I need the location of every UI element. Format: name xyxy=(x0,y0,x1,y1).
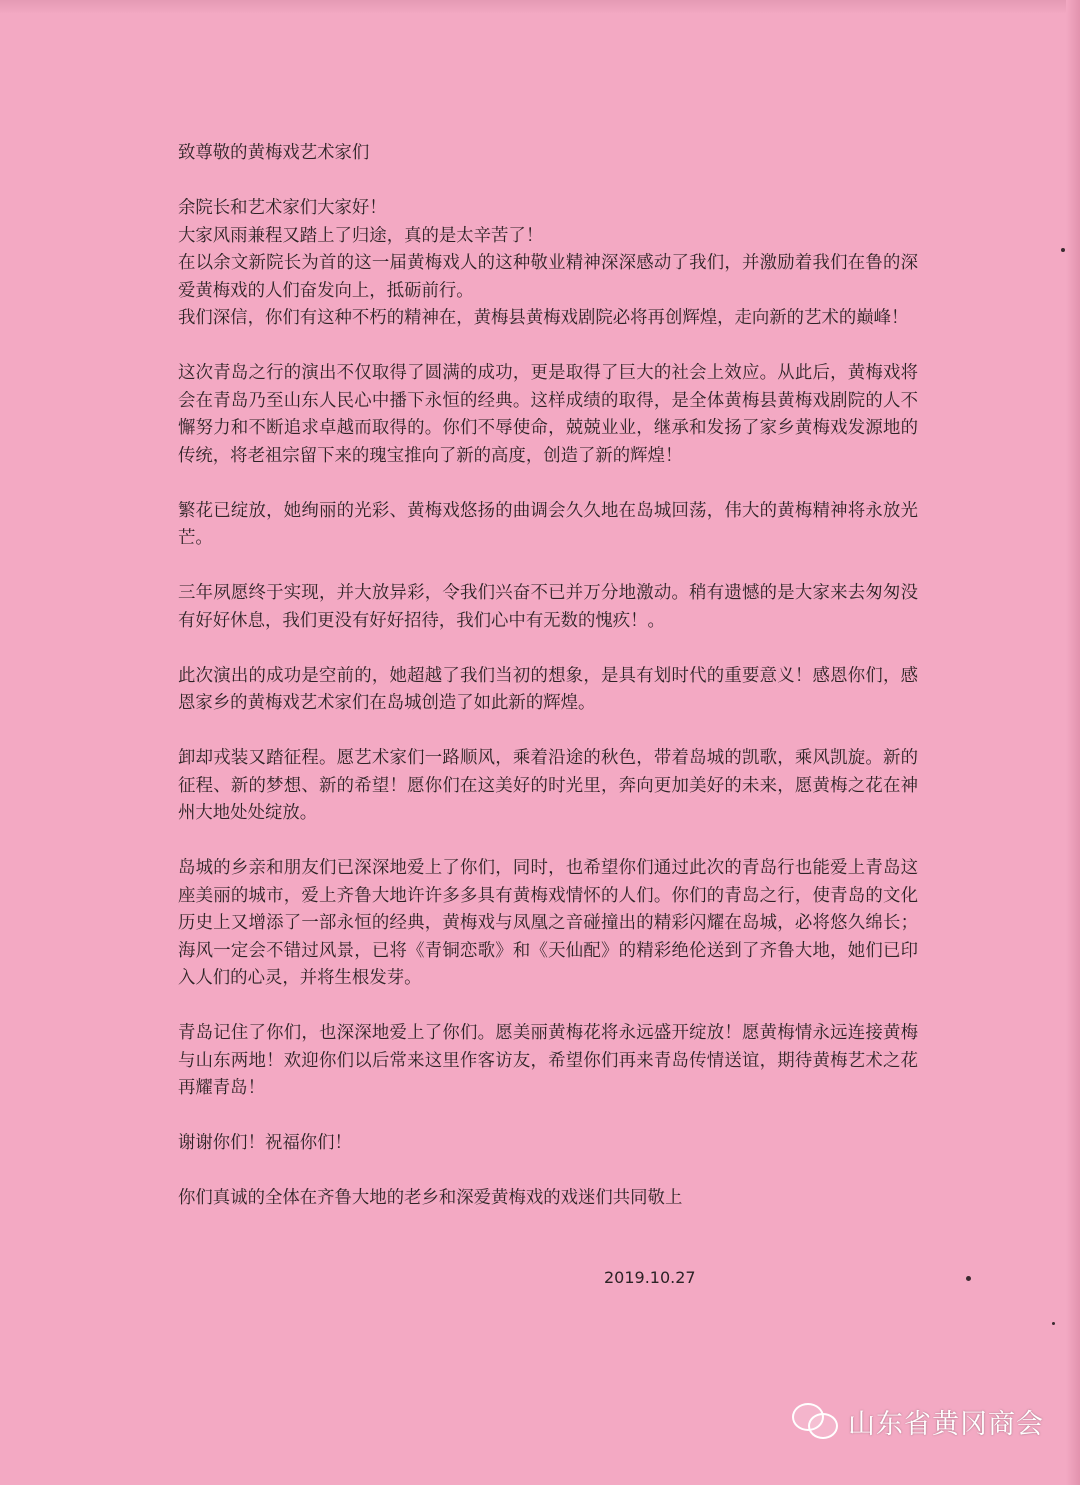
letter-paragraph-6: 卸却戎装又踏征程。愿艺术家们一路顺风，乘着沿途的秋色，带着岛城的凯歌，乘风凯旋。新的征程、新的梦想、新的希望！愿你们在这美好的时光里，奔向更加美好的未来，愿黄梅之花在神州大地处处绽放。 xyxy=(178,748,918,823)
letter-paragraph-4: 三年夙愿终于实现，并大放异彩，令我们兴奋不已并万分地激动。稍有遗憾的是大家来去匆匆没有好好休息，我们更没有好好招待，我们心中有无数的愧疚！。 xyxy=(178,583,918,631)
scan-edge-right xyxy=(1066,0,1080,1485)
letter-line: 在以余文新院长为首的这一届黄梅戏人的这种敬业精神深深感动了我们，并激励着我们在鲁的深爱黄梅戏的人们奋发向上，抵砺前行。 xyxy=(178,253,918,301)
paper-speck xyxy=(1061,248,1065,252)
letter-heading: 致尊敬的黄梅戏艺术家们 xyxy=(178,143,370,163)
letter-line: 我们深信，你们有这种不朽的精神在，黄梅县黄梅戏剧院必将再创辉煌，走向新的艺术的巅峰！ xyxy=(178,308,909,328)
letter-paragraph-8: 青岛记住了你们，也深深地爱上了你们。愿美丽黄梅花将永远盛开绽放！愿黄梅情永远连接黄梅与山东两地！欢迎你们以后常来这里作客访友，希望你们再来青岛传情送谊，期待黄梅艺术之花再耀青岛！ xyxy=(178,1023,918,1098)
paper-speck xyxy=(1052,1322,1055,1325)
letter-date: 2019.10.27 xyxy=(604,1268,696,1287)
letter-paragraph-5: 此次演出的成功是空前的，她超越了我们当初的想象，是具有划时代的重要意义！感恩你们，感恩家乡的黄梅戏艺术家们在岛城创造了如此新的辉煌。 xyxy=(178,665,918,713)
letter-greeting: 余院长和艺术家们大家好！ xyxy=(178,198,387,218)
watermark-text: 山东省黄冈商会 xyxy=(848,1408,1044,1440)
letter-paragraph-3: 繁花已绽放，她绚丽的光彩、黄梅戏悠扬的曲调会久久地在岛城回荡，伟大的黄梅精神将永放光芒。 xyxy=(178,500,918,548)
paper-speck xyxy=(966,1276,971,1281)
letter-line: 大家风雨兼程又踏上了归途，真的是太辛苦了！ xyxy=(178,225,544,246)
letter-body xyxy=(178,140,918,1240)
letter-paragraph-2: 这次青岛之行的演出不仅取得了圆满的成功，更是取得了巨大的社会上效应。从此后，黄梅戏将会在青岛乃至山东人民心中播下永恒的经典。这样成绩的取得，是全体黄梅县黄梅戏剧院的人不懈努力和不断追求卓越而取得的。你们不辱使命，兢兢业业，继承和发扬了家乡黄梅戏发源地的传统，将老祖宗留下来的瑰宝推向了新的高度，创造了新的辉煌！ xyxy=(178,363,918,466)
letter-paragraph-7: 岛城的乡亲和朋友们已深深地爱上了你们，同时，也希望你们通过此次的青岛行也能爱上青岛这座美丽的城市，爱上齐鲁大地许许多多具有黄梅戏情怀的人们。你们的青岛之行，使青岛的文化历史上又增添了一部永恒的经典，黄梅戏与凤凰之音碰撞出的精彩闪耀在岛城，必将悠久绵长；海风一定会不错过风景，已将《青铜恋歌》和《天仙配》的精彩绝伦送到了齐鲁大地，她们已印入人们的心灵，并将生根发芽。 xyxy=(178,858,918,988)
letter-thanks: 谢谢你们！祝福你们！ xyxy=(178,1133,352,1153)
letter-signature: 你们真诚的全体在齐鲁大地的老乡和深爱黄梅戏的戏迷们共同敬上 xyxy=(178,1188,683,1208)
watermark xyxy=(792,1401,1044,1441)
scan-edge-top xyxy=(0,0,1080,14)
letter-paragraph-1 xyxy=(178,223,918,333)
wechat-icon xyxy=(792,1401,840,1441)
